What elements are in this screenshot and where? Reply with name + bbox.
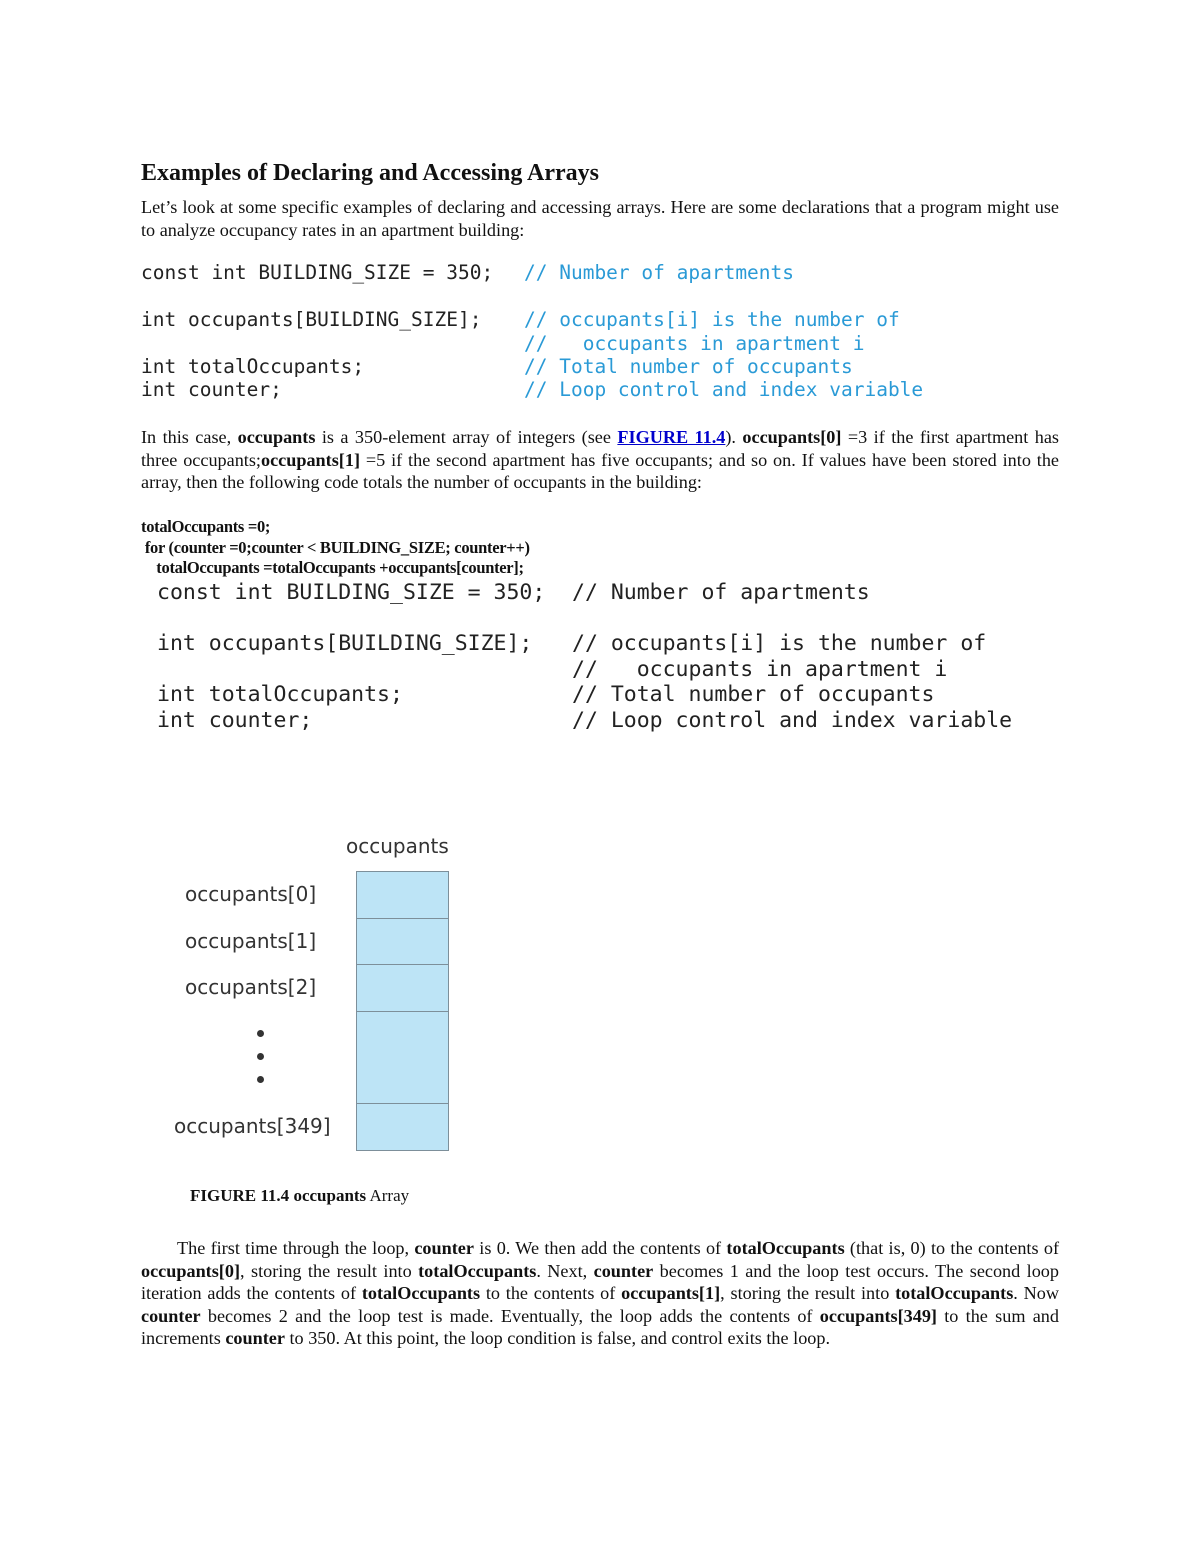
code-term: counter: [141, 1305, 201, 1326]
text-span: is a 350-element array of integers (see: [315, 427, 618, 447]
code-term: totalOccupants: [726, 1238, 845, 1258]
code-comment: // Number of apartments: [524, 261, 795, 284]
code-comment: // Number of apartments: [572, 580, 870, 605]
loop-explanation-paragraph: [141, 1237, 1059, 1350]
caption-prefix: FIGURE 11.4: [190, 1186, 290, 1205]
cell-label: occupants[2]: [185, 975, 317, 999]
code-term: occupants[349]: [819, 1305, 937, 1326]
text-span: is 0. We then add the contents of: [473, 1238, 727, 1258]
cell-label: occupants[349]: [174, 1114, 331, 1138]
figure-link[interactable]: FIGURE 11.4: [617, 427, 726, 447]
text-span: becomes 2 and the loop test is made. Eventually, the loop adds the contents of: [200, 1305, 820, 1326]
code-term: totalOccupants: [895, 1283, 1014, 1304]
code-line: int totalOccupants;: [157, 682, 403, 707]
code-term: counter: [414, 1238, 474, 1258]
code-comment: // Loop control and index variable: [572, 708, 1013, 733]
code-comment: // Loop control and index variable: [524, 378, 924, 401]
code-comment: // occupants[i] is the number of: [572, 631, 987, 656]
code-line: int counter;: [141, 378, 282, 401]
text-span: to 350. At this point, the loop condition is false, and control exits the loop.: [284, 1328, 831, 1349]
array-title: occupants: [346, 834, 449, 858]
intro-paragraph: Let’s look at some specific examples of declaring and accessing arrays. Here are some declarations that a program might use to analyze occupancy rates in an apartment building:: [141, 197, 1059, 240]
array-cell: [356, 871, 449, 919]
ellipsis-dot: [257, 1030, 264, 1037]
text-span: becomes 1 and the loop test occurs. The second loop iteration adds the contents of: [141, 1260, 1059, 1304]
text-span: to the contents of: [480, 1283, 622, 1304]
code-line: const int BUILDING_SIZE = 350;: [141, 261, 494, 284]
code-term: counter: [593, 1260, 654, 1281]
code-comment: // occupants[i] is the number of: [524, 308, 900, 331]
text-span: . Now: [1013, 1283, 1059, 1304]
ellipsis-dot: [257, 1053, 264, 1060]
text-span: =5 if the second apartment has five occupants; and so on. If values have been stored into the array, then the following code totals the number of occupants in the building:: [141, 449, 1059, 493]
figure-caption: [190, 1186, 409, 1206]
text-span: In this case,: [141, 427, 238, 447]
loop-code-line: totalOccupants =totalOccupants +occupants[counter];: [141, 558, 524, 577]
code-line: const int BUILDING_SIZE = 350;: [157, 580, 546, 605]
code-term: totalOccupants: [361, 1283, 481, 1304]
code-line: int occupants[BUILDING_SIZE];: [141, 308, 482, 331]
caption-name: occupants: [293, 1186, 367, 1205]
code-comment: // Total number of occupants: [572, 682, 935, 707]
code-term: occupants[1]: [621, 1283, 721, 1304]
code-term: totalOccupants: [418, 1260, 537, 1281]
array-cell: [356, 918, 449, 965]
loop-code-line: for (counter =0;counter < BUILDING_SIZE; counter++): [141, 538, 530, 557]
text-span: ).: [725, 427, 743, 447]
code-comment: // Total number of occupants: [524, 355, 853, 378]
text-span: (that is, 0) to the contents of: [844, 1238, 1059, 1258]
text-span: , storing the result into: [240, 1260, 419, 1281]
text-span: to the sum and increments: [141, 1305, 1059, 1349]
loop-code-line: totalOccupants =0;: [141, 517, 271, 536]
code-line: int counter;: [157, 708, 313, 733]
explanation-paragraph: [141, 426, 1059, 494]
text-span: . Next,: [536, 1260, 594, 1281]
code-comment: // occupants in apartment i: [524, 332, 865, 355]
code-term: occupants: [237, 427, 316, 447]
code-term: occupants[1]: [260, 449, 361, 470]
caption-suffix: Array: [369, 1186, 410, 1205]
code-comment: // occupants in apartment i: [572, 657, 948, 682]
code-term: counter: [225, 1328, 285, 1349]
code-term: occupants[0]: [742, 427, 842, 447]
cell-label: occupants[0]: [185, 882, 317, 906]
code-line: int occupants[BUILDING_SIZE];: [157, 631, 533, 656]
section-heading: Examples of Declaring and Accessing Arrays: [141, 160, 599, 186]
text-span: The first time through the loop,: [177, 1238, 415, 1258]
text-span: , storing the result into: [720, 1283, 896, 1304]
array-cell: [356, 964, 449, 1012]
ellipsis-dot: [257, 1076, 264, 1083]
array-cell: [356, 1103, 449, 1151]
code-term: occupants[0]: [141, 1260, 241, 1281]
text-span: =3 if the first apartment has three occupants;: [141, 427, 1060, 470]
array-cell: [356, 1011, 449, 1104]
code-line: int totalOccupants;: [141, 355, 365, 378]
cell-label: occupants[1]: [185, 929, 317, 953]
